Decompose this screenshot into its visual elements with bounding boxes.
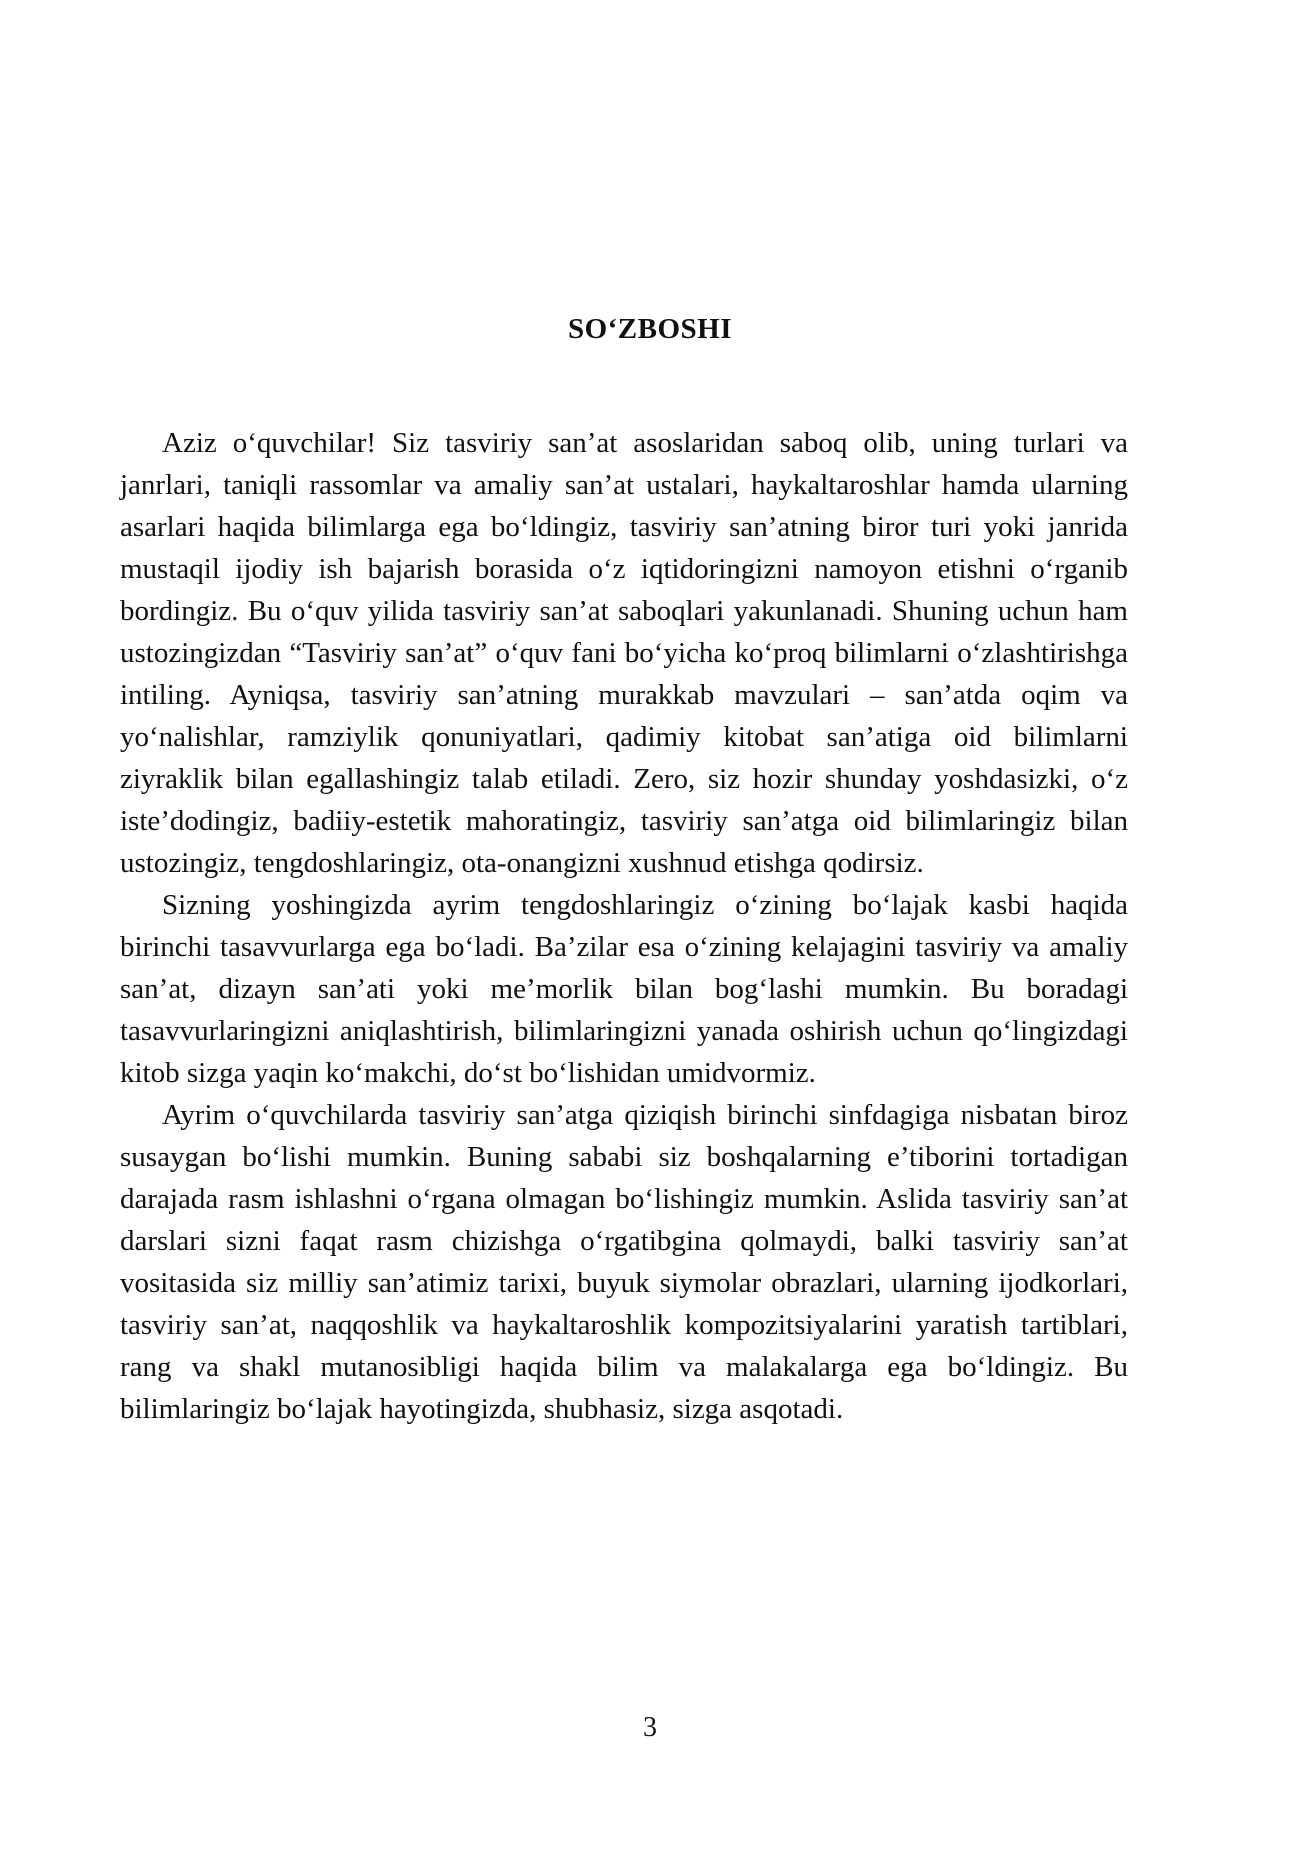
paragraph-1: Aziz o‘quvchilar! Siz tasviriy san’at asoslaridan saboq olib, uning turlari va janrlari, taniqli rassomlar va amaliy san’at ustalari, haykaltaroshlar hamda ularning asarlari haqida bilimlarga ega bo‘ldingiz, tasviriy san’atning biror turi yoki janrida mustaqil ijodiy ish bajarish borasida o‘z iqtidoringizni namoyon etishni o‘rganib bordingiz. Bu o‘quv yilida tasviriy san’at saboqlari yakunlanadi. Shuning uchun ham ustozingizdan “Tasviriy san’at” o‘quv fani bo‘yicha ko‘proq bilimlarni o‘zlashtirishga intiling. Ayniqsa, tasviriy san’atning murakkab mavzulari – san’atda oqim va yo‘nalishlar, ramziylik qonuniyatlari, qadimiy kitobat san’atiga oid bilimlarni ziyraklik bilan egallashingiz talab etiladi. Zero, siz hozir shunday yoshdasizki, o‘z iste’dodingiz, badiiy-estetik mahoratingiz, tasviriy san’atga oid bilimlaringiz bilan ustozingiz, tengdoshlaringiz, ota-onangizni xushnud etishga qodirsiz. [120,427,1128,879]
page-number: 3 [643,1712,657,1743]
body-text [120,422,1128,1430]
paragraph-3: Ayrim o‘quvchilarda tasviriy san’atga qiziqish birinchi sinfdagiga nisbatan biroz susaygan bo‘lishi mumkin. Buning sababi siz boshqalarning e’tiborini tortadigan darajada rasm ishlashni o‘rgana olmagan bo‘lishingiz mumkin. Aslida tasviriy san’at darslari sizni faqat rasm chizishga o‘rgatibgina qolmaydi, balki tasviriy san’at vositasida siz milliy san’atimiz tarixi, buyuk siymolar obrazlari, ularning ijodkorlari, tasviriy san’at, naqqoshlik va haykaltaroshlik kompozitsiyalarini yaratish tartiblari, rang va shakl mutanosibligi haqida bilim va malakalarga ega bo‘ldingiz. Bu bilimlaringiz bo‘lajak hayotingizda, shubhasiz, sizga asqotadi. [120,1099,1128,1425]
page-title: SO‘ZBOSHI [567,313,733,345]
paragraph-2: Sizning yoshingizda ayrim tengdoshlaringiz o‘zining bo‘lajak kasbi haqida birinchi tasavvurlarga ega bo‘ladi. Ba’zilar esa o‘zining kelajagini tasviriy va amaliy san’at, dizayn san’ati yoki me’morlik bilan bog‘lashi mumkin. Bu boradagi tasavvurlaringizni aniqlashtirish, bilimlaringizni yanada oshirish uchun qo‘lingizdagi kitob sizga yaqin ko‘makchi, do‘st bo‘lishidan umidvormiz. [120,889,1128,1089]
